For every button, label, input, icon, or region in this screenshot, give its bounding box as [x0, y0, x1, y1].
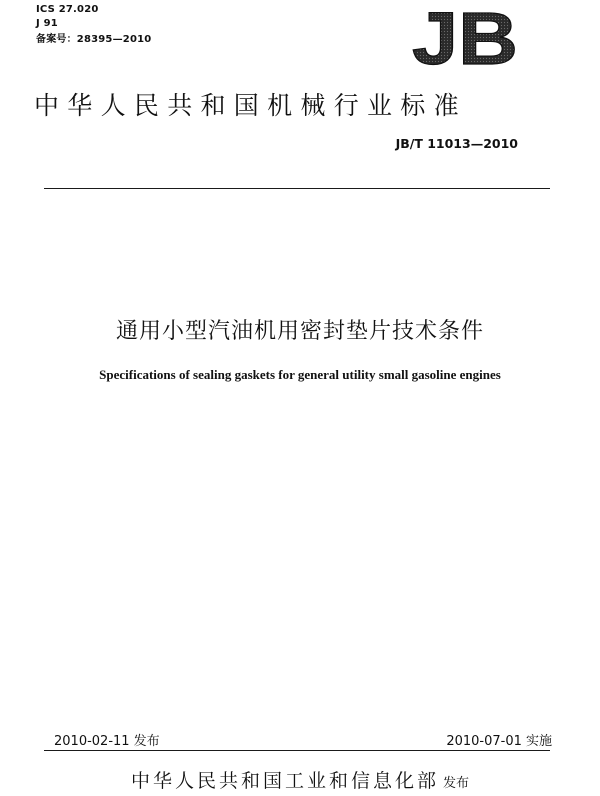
ics-code: ICS 27.020: [36, 4, 99, 15]
classification-code: J 91: [36, 18, 58, 29]
issuer-line: [0, 766, 600, 793]
logo-lettering: JB: [412, 6, 518, 68]
record-number: 备案号：28395—2010: [36, 34, 152, 45]
standard-type-title: 中华人民共和国机械行业标准: [34, 91, 467, 120]
standard-code: JB/T 11013—2010: [395, 136, 518, 151]
publish-date: 2010-02-11 发布: [54, 734, 160, 749]
issuer-name: 中华人民共和国工业和信息化部: [130, 770, 439, 792]
bottom-divider: [44, 750, 550, 751]
jb-logo: [410, 6, 520, 68]
implement-date: 2010-07-01 实施: [446, 734, 552, 749]
document-title-en: Specifications of sealing gaskets for general utility small gasoline engines: [99, 367, 501, 382]
document-title-cn: 通用小型汽油机用密封垫片技术条件: [115, 319, 484, 344]
top-divider: [44, 188, 550, 189]
issuer-action: 发布: [443, 776, 470, 791]
